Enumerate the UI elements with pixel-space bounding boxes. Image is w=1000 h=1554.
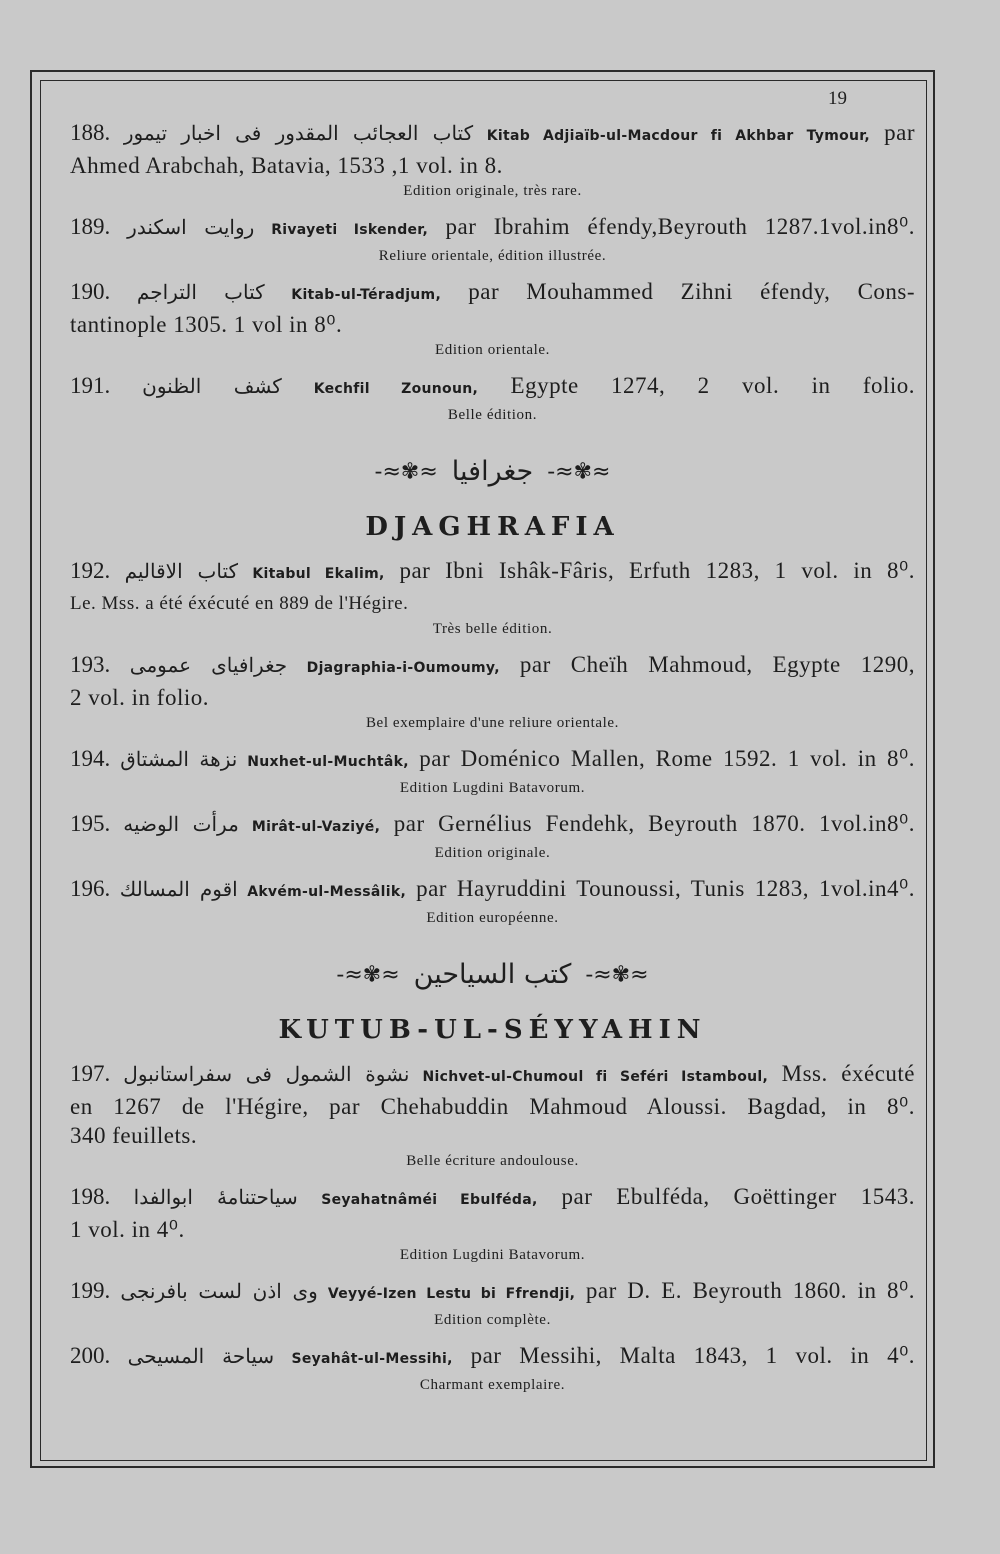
entry-note: Belle édition. — [447, 407, 538, 423]
entry-details: par — [884, 120, 916, 145]
entry-number: 193. — [70, 652, 111, 677]
entry-line — [70, 1182, 915, 1215]
entry-note: Bel exemplaire d'une reliure orientale. — [365, 715, 620, 731]
arabic-title: نشوة الشمول فی سفراستانبول — [123, 1062, 410, 1086]
entry-number: 190. — [70, 279, 111, 304]
ornament-left-icon: -≈✾≈ — [374, 459, 438, 485]
entry-number: 188. — [70, 120, 111, 145]
transliterated-title: Mirât-ul-Vaziyé, — [251, 819, 381, 835]
arabic-title: کتاب الاقالیم — [124, 559, 239, 583]
entry-details: par Cheïh Mahmoud, Egypte 1290, — [519, 652, 916, 677]
entry-line — [70, 1341, 915, 1374]
entry-details: Mss. éxécuté — [781, 1061, 916, 1086]
transliterated-title: Veyyé-Izen Lestu bi Ffrendji, — [327, 1286, 576, 1302]
arabic-title: اقوم المسالك — [119, 877, 238, 901]
entry-details: par Ebulféda, Goëttinger 1543. — [561, 1184, 915, 1209]
transliterated-title: Nichvet-ul-Chumoul fi Seféri Istamboul, — [422, 1069, 769, 1085]
catalog-entry-188 — [70, 118, 915, 202]
entry-number: 189. — [70, 214, 111, 239]
entry-note: Charmant exemplaire. — [419, 1377, 566, 1393]
catalog-entry-194 — [70, 744, 915, 799]
entry-continuation: 340 feuillets. — [70, 1123, 198, 1148]
entry-continuation: 2 vol. in folio. — [70, 685, 209, 710]
entry-note: Edition originale. — [434, 845, 551, 861]
entry-line — [70, 1276, 915, 1309]
catalog-entry-189 — [70, 212, 915, 267]
catalog-entry-191 — [70, 371, 915, 426]
catalog-entry-200 — [70, 1341, 915, 1396]
entry-line — [70, 874, 915, 907]
entry-line — [70, 277, 915, 310]
entry-note: Edition Lugdini Batavorum. — [399, 780, 586, 796]
transliterated-title: Kitabul Ekalim, — [252, 566, 385, 582]
entry-line — [70, 556, 915, 589]
entry-number: 191. — [70, 373, 111, 398]
entry-note: Très belle édition. — [432, 621, 553, 637]
entry-note: Reliure orientale, édition illustrée. — [378, 248, 607, 264]
transliterated-title: Seyahât-ul-Messihi, — [291, 1351, 453, 1367]
entry-note: Edition orientale. — [435, 342, 550, 358]
ornament-right-icon: -≈✾≈ — [547, 459, 611, 485]
catalog-entry-199 — [70, 1276, 915, 1331]
section-arabic-title: کتب السیاحین — [413, 959, 572, 991]
section-arabic-title: جغرافیا — [451, 456, 534, 488]
transliterated-title: Nuxhet-ul-Muchtâk, — [247, 754, 409, 770]
entry-details: par Ibni Ishâk-Fâris, Erfuth 1283, 1 vol. in 8⁰. — [399, 558, 916, 583]
entry-details: par Hayruddini Tounoussi, Tunis 1283, 1vol.in4⁰. — [416, 876, 915, 901]
arabic-title: روایت اسکندر — [127, 215, 255, 239]
entry-note: Edition européenne. — [426, 910, 559, 926]
entry-line — [70, 744, 915, 777]
catalog-entry-198 — [70, 1182, 915, 1266]
entry-number: 199. — [70, 1278, 111, 1303]
section-heading-arabic — [70, 955, 915, 995]
entry-note: Edition originale, très rare. — [403, 183, 582, 199]
entry-details: par Ibrahim éfendy,Beyrouth 1287.1vol.in8⁰. — [445, 214, 916, 239]
catalog-entry-197 — [70, 1059, 915, 1172]
arabic-title: سیاحة المسیحی — [127, 1344, 275, 1368]
entry-continuation: tantinople 1305. 1 vol in 8⁰. — [70, 312, 343, 337]
entry-continuation: Ahmed Arabchah, Batavia, 1533 ,1 vol. in 8. — [70, 153, 503, 178]
entry-number: 198. — [70, 1184, 111, 1209]
arabic-title: وی اذن لست بافرنجی — [120, 1279, 318, 1303]
transliterated-title: Seyahatnâméi Ebulféda, — [321, 1192, 538, 1208]
entry-note: Edition complète. — [434, 1312, 551, 1328]
catalog-entry-196 — [70, 874, 915, 929]
catalog-entry-190 — [70, 277, 915, 361]
entry-line — [70, 809, 915, 842]
entry-number: 196. — [70, 876, 111, 901]
entry-continuation: 1 vol. in 4⁰. — [70, 1217, 185, 1242]
arabic-title: جغرافیای عمومی — [129, 653, 288, 677]
catalog-entry-192 — [70, 556, 915, 640]
transliterated-title: Rivayeti Iskender, — [271, 222, 429, 238]
ornament-right-icon: -≈✾≈ — [585, 962, 649, 988]
transliterated-title: Akvém-ul-Messâlik, — [247, 884, 407, 900]
entry-details: par Mouhammed Zihni éfendy, Cons- — [468, 279, 916, 304]
arabic-title: کتاب التراجم — [136, 280, 265, 304]
section-title: DJAGHRAFIA — [365, 512, 620, 542]
entry-line — [70, 1059, 915, 1092]
entry-number: 192. — [70, 558, 111, 583]
catalog-entry-195 — [70, 809, 915, 864]
arabic-title: سیاحتنامهٔ ابوالفدا — [133, 1185, 298, 1209]
entry-details: par D. E. Beyrouth 1860. in 8⁰. — [585, 1278, 916, 1303]
section-title: KUTUB-UL-SÉYYAHIN — [278, 1015, 707, 1045]
entry-continuation: Le. Mss. a été éxécuté en 889 de l'Hégire. — [70, 593, 409, 614]
catalog-entry-193 — [70, 650, 915, 734]
entry-number: 194. — [70, 746, 111, 771]
arabic-title: نزهة المشتاق — [120, 747, 238, 771]
entry-line — [70, 371, 915, 404]
transliterated-title: Djagraphia-i-Oumoumy, — [306, 660, 500, 676]
transliterated-title: Kitab Adjiaïb-ul-Macdour fi Akhbar Tymour, — [486, 128, 871, 144]
entry-continuation: en 1267 de l'Hégire, par Chehabuddin Mahmoud Aloussi. Bagdad, in 8⁰. — [70, 1094, 915, 1119]
entry-line — [70, 212, 915, 245]
entry-details: par Doménico Mallen, Rome 1592. 1 vol. in 8⁰. — [419, 746, 916, 771]
entry-number: 197. — [70, 1061, 111, 1086]
entry-details: Egypte 1274, 2 vol. in folio. — [510, 373, 916, 398]
entry-number: 200. — [70, 1343, 111, 1368]
arabic-title: کشف الظنون — [142, 374, 282, 398]
entry-number: 195. — [70, 811, 111, 836]
catalog-content — [70, 82, 915, 1405]
entry-note: Edition Lugdini Batavorum. — [399, 1247, 586, 1263]
arabic-title: کتاب العجائب المقدور فی اخبار تیمور — [123, 121, 474, 145]
ornament-left-icon: -≈✾≈ — [336, 962, 400, 988]
entry-line — [70, 650, 915, 683]
section-heading-arabic — [70, 452, 915, 492]
entry-details: par Messihi, Malta 1843, 1 vol. in 4⁰. — [470, 1343, 916, 1368]
entry-details: par Gernélius Fendehk, Beyrouth 1870. 1vol.in8⁰. — [393, 811, 916, 836]
entry-line — [70, 118, 915, 151]
page-number: 19 — [828, 88, 847, 109]
transliterated-title: Kechfil Zounoun, — [313, 381, 479, 397]
entry-note: Belle écriture andoulouse. — [406, 1153, 579, 1169]
transliterated-title: Kitab-ul-Téradjum, — [291, 287, 442, 303]
arabic-title: مرأت الوضیه — [123, 812, 239, 836]
